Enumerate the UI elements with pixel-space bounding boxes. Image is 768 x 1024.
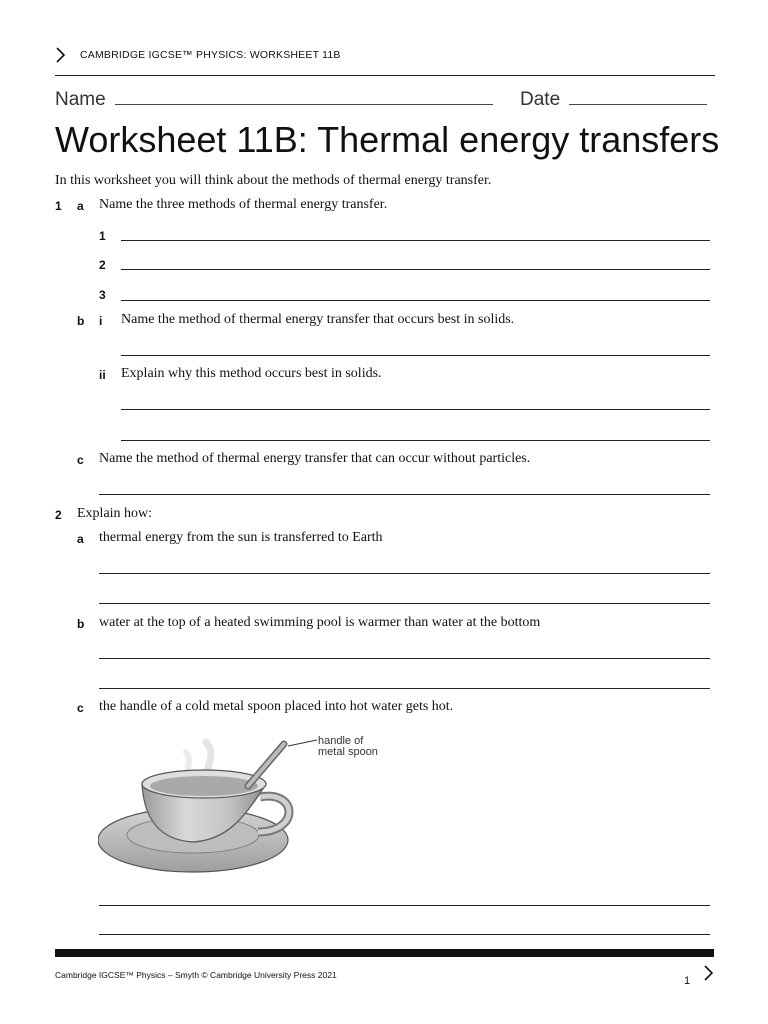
question-number: 1 bbox=[55, 199, 62, 213]
part-letter: c bbox=[77, 701, 84, 715]
answer-line[interactable] bbox=[99, 934, 710, 935]
list-item-number: 3 bbox=[99, 288, 106, 302]
header-divider bbox=[55, 75, 715, 76]
answer-line[interactable] bbox=[121, 440, 710, 441]
name-input-line[interactable] bbox=[115, 88, 493, 105]
footer-credit: Cambridge IGCSE™ Physics – Smyth © Cambridge University Press 2021 bbox=[55, 970, 337, 980]
question-text: thermal energy from the sun is transferred to Earth bbox=[99, 530, 383, 545]
footer-bar bbox=[55, 949, 714, 957]
subpart-numeral: i bbox=[99, 314, 103, 328]
date-field[interactable] bbox=[520, 88, 707, 111]
answer-line[interactable] bbox=[121, 355, 710, 356]
part-letter: b bbox=[77, 314, 85, 328]
question-text: Explain how: bbox=[77, 506, 153, 521]
answer-line[interactable] bbox=[121, 240, 710, 241]
name-field[interactable] bbox=[55, 88, 493, 111]
answer-line[interactable] bbox=[99, 658, 710, 659]
figure-label-line1: handle of bbox=[318, 735, 364, 747]
part-letter: b bbox=[77, 617, 85, 631]
part-letter: a bbox=[77, 199, 84, 213]
answer-line[interactable] bbox=[121, 409, 710, 410]
question-text: Explain why this method occurs best in solids. bbox=[121, 366, 382, 381]
part-letter: c bbox=[77, 453, 84, 467]
cup-and-spoon-figure bbox=[98, 722, 388, 882]
question-text: Name the method of thermal energy transfer that can occur without particles. bbox=[99, 451, 531, 466]
question-text: Name the three methods of thermal energy transfer. bbox=[99, 197, 388, 212]
list-item-number: 1 bbox=[99, 229, 106, 243]
series-header: CAMBRIDGE IGCSE™ PHYSICS: WORKSHEET 11B bbox=[80, 49, 341, 61]
answer-line[interactable] bbox=[99, 905, 710, 906]
answer-line[interactable] bbox=[99, 573, 710, 574]
name-label: Name bbox=[55, 89, 106, 110]
chevron-right-icon bbox=[702, 964, 716, 982]
page-title: Worksheet 11B: Thermal energy transfers bbox=[55, 119, 720, 160]
date-input-line[interactable] bbox=[569, 88, 707, 105]
answer-line[interactable] bbox=[121, 300, 710, 301]
date-label: Date bbox=[520, 89, 561, 110]
label-pointer-line bbox=[288, 740, 317, 746]
figure-label-line2: metal spoon bbox=[318, 746, 378, 758]
answer-line[interactable] bbox=[99, 603, 710, 604]
answer-line[interactable] bbox=[99, 494, 710, 495]
question-text: the handle of a cold metal spoon placed into hot water gets hot. bbox=[99, 699, 454, 714]
part-letter: a bbox=[77, 532, 84, 546]
chevron-right-icon bbox=[54, 46, 68, 64]
question-text: water at the top of a heated swimming pool is warmer than water at the bottom bbox=[99, 615, 541, 630]
intro-text: In this worksheet you will think about the methods of thermal energy transfer. bbox=[55, 173, 492, 188]
question-text: Name the method of thermal energy transfer that occurs best in solids. bbox=[121, 312, 515, 327]
answer-line[interactable] bbox=[99, 688, 710, 689]
list-item-number: 2 bbox=[99, 258, 106, 272]
question-number: 2 bbox=[55, 508, 62, 522]
subpart-numeral: ii bbox=[99, 368, 106, 382]
page-number: 1 bbox=[684, 975, 691, 987]
answer-line[interactable] bbox=[121, 269, 710, 270]
